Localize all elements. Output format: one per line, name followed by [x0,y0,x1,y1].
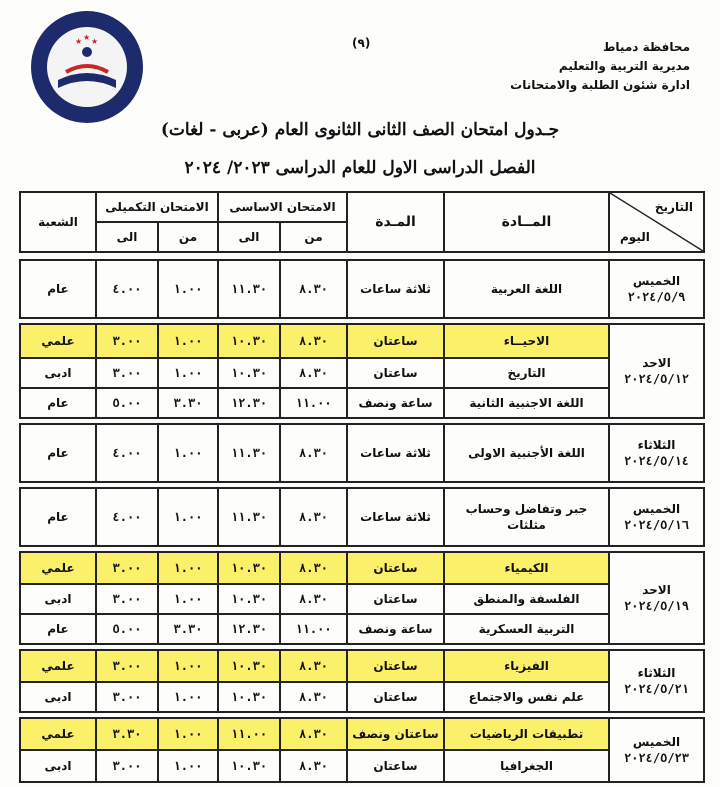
subject-cell: الاحيــاء [443,323,610,359]
subject-cell: الكيمياء [443,551,610,585]
basic-to-cell: ١٠.٣٠ [217,551,281,585]
directorate-logo [28,8,146,126]
section-cell: ادبى [19,749,97,783]
header-basic-from: من [279,221,348,253]
section-cell: علمي [19,649,97,683]
exam-schedule-table [20,192,704,780]
subject-cell: علم نفس والاجتماع [443,681,610,713]
day-cell [608,259,705,319]
basic-from-cell: ٨.٣٠ [279,357,348,389]
supp-from-cell: ١.٠٠ [157,487,219,547]
header-supp-to: الى [95,221,159,253]
section-cell: ادبى [19,583,97,615]
header-supp-from: من [157,221,219,253]
section-cell: عام [19,613,97,645]
day-cell [608,323,705,419]
header-supp-exam: الامتحان التكميلى [95,191,219,223]
basic-from-cell: ١١.٠٠ [279,387,348,419]
svg-text:★: ★ [75,37,83,46]
supp-to-cell: ٣.٠٠ [95,551,159,585]
basic-from-cell: ٨.٣٠ [279,681,348,713]
duration-cell: ساعتان [346,357,445,389]
subject-cell: اللغة الاجنبية الثانية [443,387,610,419]
supp-from-cell: ١.٠٠ [157,681,219,713]
section-cell: عام [19,259,97,319]
duration-cell: ساعة ونصف [346,387,445,419]
supp-to-cell: ٥.٠٠ [95,387,159,419]
day-name: الخميس [632,502,681,516]
day-name: الاحد [642,356,671,370]
supp-from-cell: ١.٠٠ [157,749,219,783]
section-cell: عام [19,387,97,419]
governorate-line: محافظة دمياط [602,40,690,54]
day-cell [608,717,705,783]
supp-to-cell: ٥.٠٠ [95,613,159,645]
supp-from-cell: ١.٠٠ [157,323,219,359]
supp-to-cell: ٣.٠٠ [95,649,159,683]
basic-from-cell: ١١.٠٠ [279,613,348,645]
basic-to-cell: ١٠.٣٠ [217,649,281,683]
supp-to-cell: ٣.٣٠ [95,717,159,751]
supp-to-cell: ٣.٠٠ [95,323,159,359]
subject-cell: الفيزياء [443,649,610,683]
directorate-line: مديرية التربية والتعليم [558,59,690,73]
basic-to-cell: ١١.٠٠ [217,717,281,751]
supp-to-cell: ٣.٠٠ [95,583,159,615]
day-date: ٢٠٢٤/٥/٢٣ [623,751,690,765]
day-date: ٢٠٢٤/٥/١٤ [623,454,690,468]
subject-cell: جبر وتفاضل وحساب مثلثات [443,487,610,547]
day-name: الاحد [642,583,671,597]
header-basic-exam: الامتحان الاساسى [217,191,348,223]
supp-from-cell: ٣.٣٠ [157,387,219,419]
header-subject: المــادة [443,191,610,253]
supp-from-cell: ١.٠٠ [157,649,219,683]
duration-cell: ساعتان [346,649,445,683]
subject-cell: اللغة العربية [443,259,610,319]
basic-to-cell: ١٢.٣٠ [217,387,281,419]
subject-cell: التربية العسكرية [443,613,610,645]
basic-from-cell: ٨.٣٠ [279,551,348,585]
supp-from-cell: ١.٠٠ [157,717,219,751]
duration-cell: ساعتان [346,323,445,359]
duration-cell: ساعتان [346,551,445,585]
day-name: الثلاثاء [637,666,676,680]
subject-cell: التاريخ [443,357,610,389]
supp-from-cell: ١.٠٠ [157,583,219,615]
basic-to-cell: ١١.٣٠ [217,487,281,547]
section-cell: علمي [19,323,97,359]
header-date-day [608,191,705,253]
header-day: اليوم [620,230,650,244]
subject-cell: الفلسفة والمنطق [443,583,610,615]
day-cell [608,551,705,645]
supp-from-cell: ١.٠٠ [157,259,219,319]
svg-text:★: ★ [91,37,99,46]
supp-to-cell: ٤.٠٠ [95,487,159,547]
svg-text:★: ★ [83,33,91,42]
section-cell: علمي [19,551,97,585]
header-date: التاريخ [654,200,693,214]
supp-from-cell: ١.٠٠ [157,551,219,585]
day-date: ٢٠٢٤/٥/١٦ [623,518,690,532]
exam-title: جـدول امتحان الصف الثانى الثانوى العام (عربى - لغات) [160,120,560,140]
duration-cell: ثلاثة ساعات [346,259,445,319]
duration-cell: ساعتان [346,749,445,783]
day-date: ٢٠٢٤/٥/١٢ [623,372,690,386]
basic-from-cell: ٨.٣٠ [279,717,348,751]
supp-to-cell: ٤.٠٠ [95,423,159,483]
basic-from-cell: ٨.٣٠ [279,423,348,483]
duration-cell: ثلاثة ساعات [346,423,445,483]
basic-to-cell: ١١.٣٠ [217,259,281,319]
day-date: ٢٠٢٤/٥/٩ [627,290,686,304]
duration-cell: ساعة ونصف [346,613,445,645]
supp-to-cell: ٣.٠٠ [95,357,159,389]
supp-from-cell: ١.٠٠ [157,423,219,483]
basic-to-cell: ١٢.٣٠ [217,613,281,645]
term-subtitle: الفصل الدراسى الاول للعام الدراسى ٢٠٢٣/ ٢٠٢٤ [184,158,536,178]
supp-from-cell: ١.٠٠ [157,357,219,389]
basic-to-cell: ١٠.٣٠ [217,323,281,359]
section-cell: علمي [19,717,97,751]
day-date: ٢٠٢٤/٥/٢١ [623,682,690,696]
page-number: (٩) [352,36,371,50]
subject-cell: الجغرافيا [443,749,610,783]
subject-cell: اللغة الأجنبية الاولى [443,423,610,483]
day-name: الثلاثاء [637,438,676,452]
basic-to-cell: ١٠.٣٠ [217,749,281,783]
basic-from-cell: ٨.٣٠ [279,583,348,615]
basic-from-cell: ٨.٣٠ [279,749,348,783]
duration-cell: ثلاثة ساعات [346,487,445,547]
day-cell [608,423,705,483]
subject-cell: تطبيقات الرياضيات [443,717,610,751]
day-cell [608,487,705,547]
basic-to-cell: ١٠.٣٠ [217,681,281,713]
section-cell: ادبى [19,681,97,713]
header-basic-to: الى [217,221,281,253]
section-cell: عام [19,423,97,483]
basic-to-cell: ١١.٣٠ [217,423,281,483]
basic-from-cell: ٨.٣٠ [279,323,348,359]
duration-cell: ساعتان ونصف [346,717,445,751]
day-cell [608,649,705,713]
supp-to-cell: ٣.٠٠ [95,681,159,713]
basic-to-cell: ١٠.٣٠ [217,583,281,615]
supp-to-cell: ٣.٠٠ [95,749,159,783]
supp-to-cell: ٤.٠٠ [95,259,159,319]
supp-from-cell: ٣.٣٠ [157,613,219,645]
day-date: ٢٠٢٤/٥/١٩ [623,599,690,613]
ministry-header [510,38,690,95]
basic-from-cell: ٨.٣٠ [279,259,348,319]
basic-to-cell: ١٠.٣٠ [217,357,281,389]
section-cell: عام [19,487,97,547]
duration-cell: ساعتان [346,583,445,615]
header-section: الشعبة [19,191,97,253]
day-name: الخميس [632,735,681,749]
section-cell: ادبى [19,357,97,389]
basic-from-cell: ٨.٣٠ [279,649,348,683]
header-duration: المـدة [346,191,445,253]
basic-from-cell: ٨.٣٠ [279,487,348,547]
duration-cell: ساعتان [346,681,445,713]
administration-line: ادارة شئون الطلبة والامتحانات [510,78,690,92]
day-name: الخميس [632,274,681,288]
